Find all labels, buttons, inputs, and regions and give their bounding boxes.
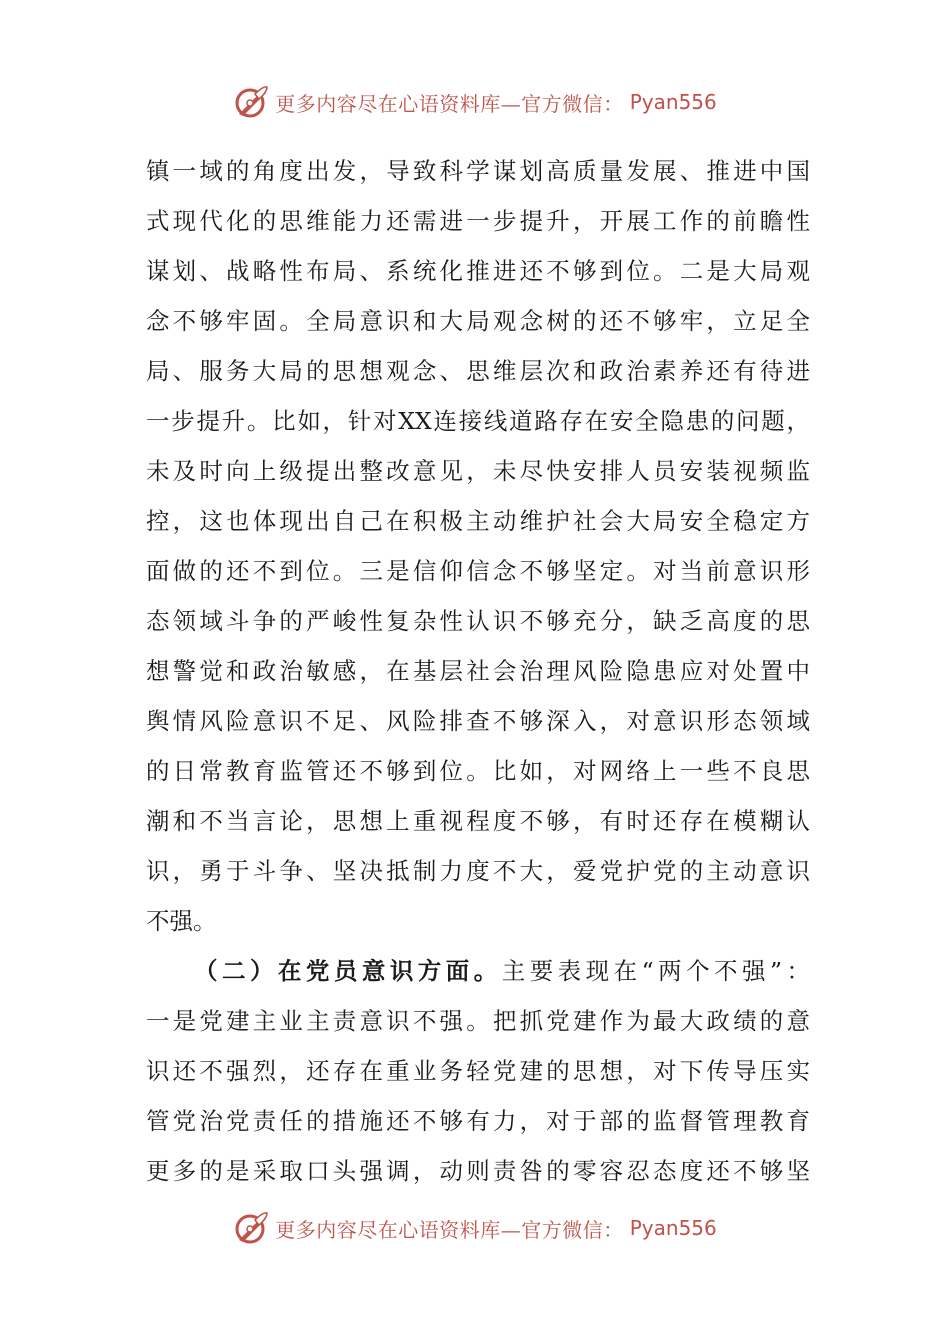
text-line: 一是党建主业主责意识不强。把抓党建作为最大政绩的意 bbox=[146, 1007, 810, 1035]
text-line: 潮和不当言论，思想上重视程度不够，有时还存在模糊认 bbox=[146, 807, 810, 835]
text-line: 识还不强烈，还存在重业务轻党建的思想，对下传导压实 bbox=[146, 1057, 810, 1085]
text-line: 局、服务大局的思想观念、思维层次和政治素养还有待进 bbox=[146, 357, 810, 385]
quill-seal-logo-icon bbox=[233, 84, 269, 120]
section-heading: （二）在党员意识方面。 bbox=[194, 957, 502, 985]
document-body bbox=[146, 146, 810, 1196]
banner-wechat-handle: Pyan556 bbox=[629, 1216, 717, 1240]
text-line: 的日常教育监管还不够到位。比如，对网络上一些不良思 bbox=[146, 757, 810, 785]
text-line: 管党治党责任的措施还不够有力，对于部的监督管理教育 bbox=[146, 1107, 810, 1135]
text-line: 更多的是采取口头强调，动则责咎的零容忍态度还不够坚 bbox=[146, 1157, 810, 1185]
text-line: 态领域斗争的严峻性复杂性认识不够充分，缺乏高度的思 bbox=[146, 607, 810, 635]
banner-brand-text: 更多内容尽在心语资料库—官方微信： bbox=[275, 91, 624, 116]
banner-brand-text: 更多内容尽在心语资料库—官方微信： bbox=[275, 1217, 624, 1242]
text-line: 不强。 bbox=[146, 907, 217, 935]
header-banner bbox=[0, 82, 950, 122]
text-line: 镇一域的角度出发，导致科学谋划高质量发展、推进中国 bbox=[146, 157, 810, 185]
text-line: 控，这也体现出自己在积极主动维护社会大局安全稳定方 bbox=[146, 507, 810, 535]
section-intro: 主要表现在“两个不强”： bbox=[501, 957, 810, 985]
text-line: 面做的还不到位。三是信仰信念不够坚定。对当前意识形 bbox=[146, 557, 810, 585]
text-line: 一步提升。比如，针对XX连接线道路存在安全隐患的问题， bbox=[146, 407, 810, 435]
text-line: 式现代化的思维能力还需进一步提升，开展工作的前瞻性 bbox=[146, 207, 810, 235]
text-line: 未及时向上级提出整改意见，未尽快安排人员安装视频监 bbox=[146, 457, 810, 485]
text-line: 舆情风险意识不足、风险排查不够深入，对意识形态领域 bbox=[146, 707, 810, 735]
text-line: 想警觉和政治敏感，在基层社会治理风险隐患应对处置中 bbox=[146, 657, 810, 685]
quill-seal-logo-icon bbox=[233, 1210, 269, 1246]
banner-wechat-handle: Pyan556 bbox=[629, 90, 717, 114]
section-heading-line bbox=[146, 946, 810, 996]
text-line: 谋划、战略性布局、系统化推进还不够到位。二是大局观 bbox=[146, 257, 810, 285]
footer-banner bbox=[0, 1208, 950, 1248]
text-line: 识，勇于斗争、坚决抵制力度不大，爱党护党的主动意识 bbox=[146, 857, 810, 885]
text-line: 念不够牢固。全局意识和大局观念树的还不够牢，立足全 bbox=[146, 307, 810, 335]
